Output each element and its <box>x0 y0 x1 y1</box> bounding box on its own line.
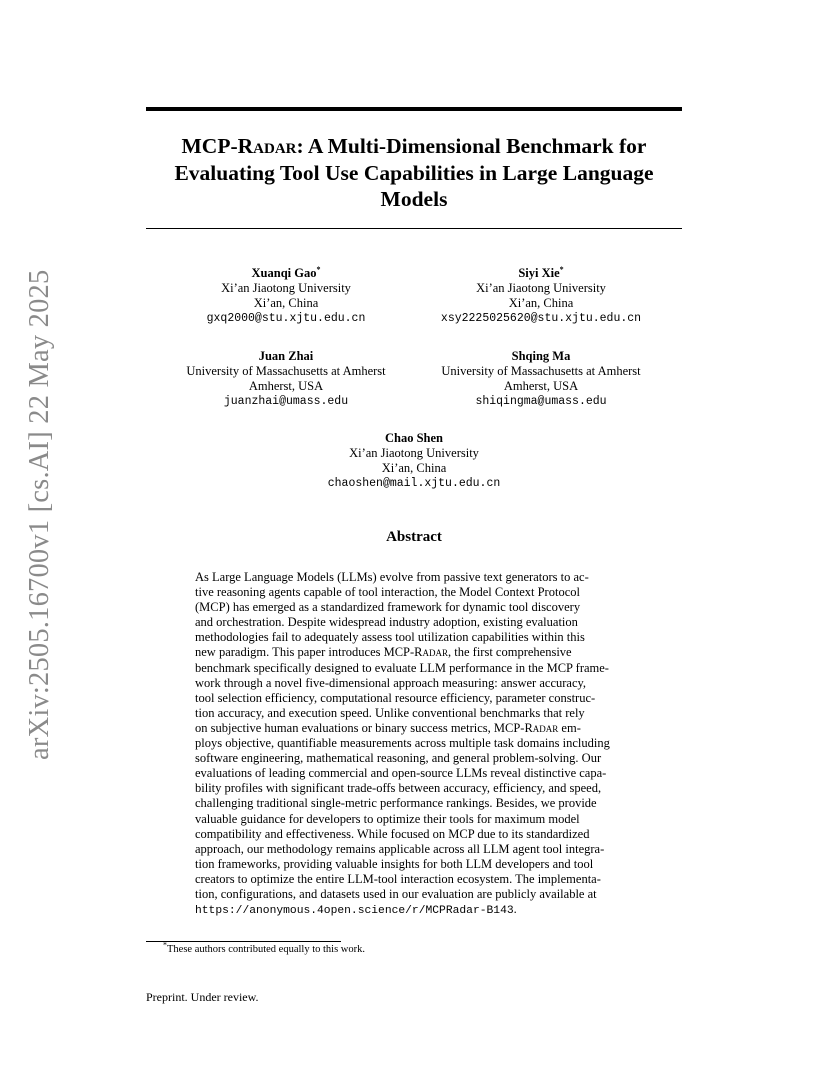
author-block-3 <box>166 349 406 409</box>
author-location: Amherst, USA <box>248 379 324 393</box>
author-block-1 <box>166 266 406 326</box>
author-location: Amherst, USA <box>503 379 579 393</box>
author-email: chaoshen@mail.xjtu.edu.cn <box>327 477 501 490</box>
equal-contribution-mark: * <box>559 264 564 274</box>
footnote: *These authors contributed equally to this work. <box>163 940 365 955</box>
author-email: xsy2225025620@stu.xjtu.edu.cn <box>440 312 642 325</box>
author-name: Chao Shen <box>384 431 443 445</box>
author-affiliation: University of Massachusetts at Amherst <box>441 364 641 378</box>
title-bottom-rule <box>146 228 682 229</box>
author-email: shiqingma@umass.edu <box>475 395 607 408</box>
author-block-2 <box>410 266 672 326</box>
author-name: Shqing Ma <box>511 349 571 363</box>
footnote-rule <box>146 941 341 942</box>
author-affiliation: Xi’an Jiaotong University <box>221 281 351 295</box>
author-name: Juan Zhai <box>258 349 314 363</box>
author-name: Xuanqi Gao <box>251 266 317 280</box>
author-affiliation: University of Massachusetts at Amherst <box>186 364 386 378</box>
author-location: Xi’an, China <box>508 296 574 310</box>
author-name: Siyi Xie <box>518 266 560 280</box>
author-block-4 <box>410 349 672 409</box>
author-block-5 <box>294 431 534 491</box>
dataset-link[interactable]: https://anonymous.4open.science/r/MCPRadar-B143 <box>195 905 514 918</box>
author-affiliation: Xi’an Jiaotong University <box>476 281 606 295</box>
author-location: Xi’an, China <box>253 296 319 310</box>
equal-contribution-mark: * <box>316 264 321 274</box>
author-location: Xi’an, China <box>381 461 447 475</box>
paper-title: MCP-Radar: A Multi-Dimensional Benchmark for Evaluating Tool Use Capabilities in Large Language Models <box>174 134 654 211</box>
author-affiliation: Xi’an Jiaotong University <box>349 446 479 460</box>
abstract-body: As Large Language Models (LLMs) evolve from passive text generators to ac- tive reasoning agents capable of tool interaction, the Model Context Protocol (MCP) has emerged as a standardized framework for dynamic tool discovery and orchestration. Despite widespread industry adoption, existing evaluation methodologies fail to adequately assess tool utilization capabilities within this new paradigm. This paper introduces MCP-Radar, the first comprehensive benchmark specifically designed to evaluate LLM performance in the MCP frame- work through a novel five-dimensional approach measuring: answer accuracy, tool selection efficiency, computational resource efficiency, parameter construc- tion accuracy, and execution speed. Unlike conventional benchmarks that rely on subjective human evaluations or binary success metrics, MCP-Radar em- ploys objective, quantifiable measurements across multiple task domains including software engineering, mathematical reasoning, and general problem-solving. Our evaluations of leading commercial and open-source LLMs reveal distinctive capa- bility profiles with significant trade-offs between accuracy, efficiency, and speed, challenging traditional single-metric performance rankings. Besides, we provide valuable guidance for developers to optimize their tools for maximum model compatibility and effectiveness. While focused on MCP due to its standardized approach, our methodology remains applicable across all LLM agent tool integra- tion frameworks, providing valuable insights for both LLM developers and tool creators to optimize the entire LLM-tool interaction ecosystem. The implementa- tion, configurations, and datasets used in our evaluation are publicly available at https://anonymous.4open.science/r/MCPRadar-B143. <box>195 570 610 918</box>
arxiv-identifier: arXiv:2505.16700v1 [cs.AI] 22 May 2025 <box>24 269 55 760</box>
preprint-notice: Preprint. Under review. <box>146 990 259 1004</box>
author-email: gxq2000@stu.xjtu.edu.cn <box>206 312 366 325</box>
title-top-rule <box>146 107 682 111</box>
author-email: juanzhai@umass.edu <box>223 395 349 408</box>
abstract-heading: Abstract <box>386 529 442 545</box>
